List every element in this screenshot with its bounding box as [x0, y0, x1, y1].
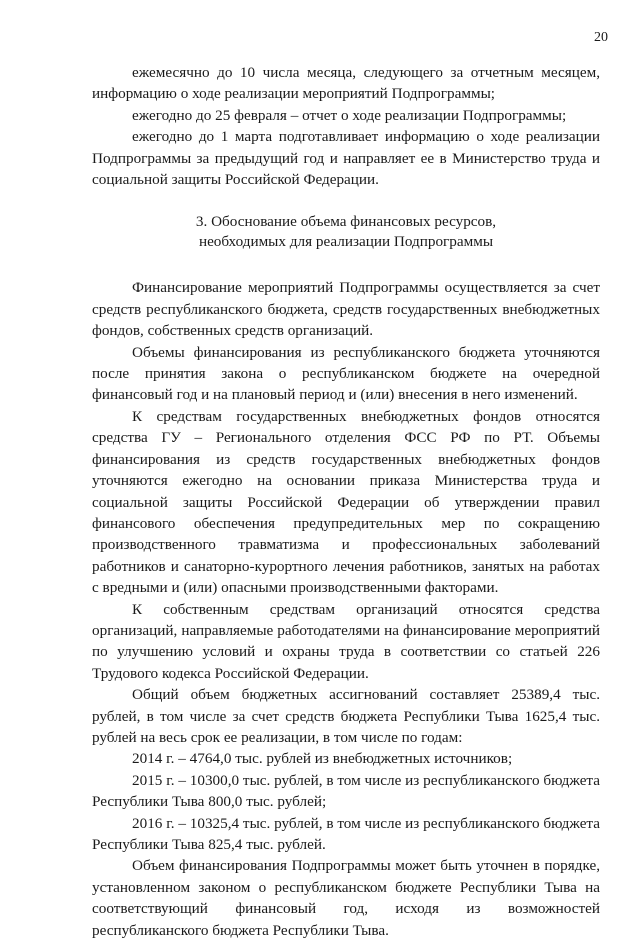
paragraph-year-2016: 2016 г. – 10325,4 тыс. рублей, в том числе из республиканского бюджета Республики Тыва 825,4 тыс. рублей.	[92, 814, 600, 853]
paragraph-budget-volumes: Объемы финансирования из республиканского бюджета уточняются после принятия закона о республиканском бюджете на очередной финансовый год и на плановый период и (или) внесения в него изменений.	[92, 343, 600, 404]
page-number: 20	[594, 30, 608, 45]
paragraph-financing-sources: Финансирование мероприятий Подпрограммы осуществляется за счет средств республиканского бюджета, средств государственных внебюджетных фондов, собственных средств организаций.	[92, 279, 600, 340]
paragraph-report-feb25: ежегодно до 25 февраля – отчет о ходе реализации Подпрограммы;	[132, 106, 567, 124]
paragraph-year-2014: 2014 г. – 4764,0 тыс. рублей из внебюджетных источников;	[132, 750, 513, 768]
paragraph-report-mar1: ежегодно до 1 марта подготавливает информацию о ходе реализации Подпрограммы за предыдущий год и направляет ее в Министерство труда и социальной защиты Российской Федерации.	[92, 128, 600, 189]
section-heading	[92, 212, 600, 252]
paragraph-year-2015: 2015 г. – 10300,0 тыс. рублей, в том числе из республиканского бюджета Республики Тыва 800,0 тыс. рублей;	[92, 771, 600, 811]
paragraph-report-monthly: ежемесячно до 10 числа месяца, следующего за отчетным месяцем, информацию о ходе реализации мероприятий Подпрограммы;	[92, 64, 600, 103]
paragraph-clarification: Объем финансирования Подпрограммы может быть уточнен в порядке, установленном законом о республиканском бюджете Республики Тыва на соответствующий финансовый год, исходя из возможностей республиканского бюджета Республики Тыва.	[92, 857, 600, 939]
section-heading-line2: необходимых для реализации Подпрограммы	[198, 233, 494, 251]
paragraph-own-funds: К собственным средствам организаций относятся средства организаций, направляемые работодателями на финансирование мероприятий по улучшению условий и охраны труда в соответствии со статьей 226 Трудового кодекса Российской Федерации.	[92, 600, 600, 682]
paragraph-total-allocations: Общий объем бюджетных ассигнований составляет 25389,4 тыс. рублей, в том числе за счет средств бюджета Республики Тыва 1625,4 тыс. рублей на весь срок ее реализации, в том числе по годам:	[92, 686, 600, 746]
page-content	[92, 62, 600, 941]
paragraph-extrabudgetary-funds: К средствам государственных внебюджетных фондов относятся средства ГУ – Регионального отделения ФСС РФ по РТ. Объемы финансирования из средств государственных внебюджетных фондов уточняются ежегодно на основании приказа Министерства труда и социальной защиты Российской Федерации об утверждении правил финансового обеспечения предупредительных мер по сокращению производственного травматизма и профессиональных заболеваний работников и санаторно-курортного лечения работников, занятых на работах с вредными и (или) опасными производственными факторами.	[92, 407, 600, 597]
section-heading-line1: 3. Обоснование объема финансовых ресурсов,	[195, 213, 497, 231]
